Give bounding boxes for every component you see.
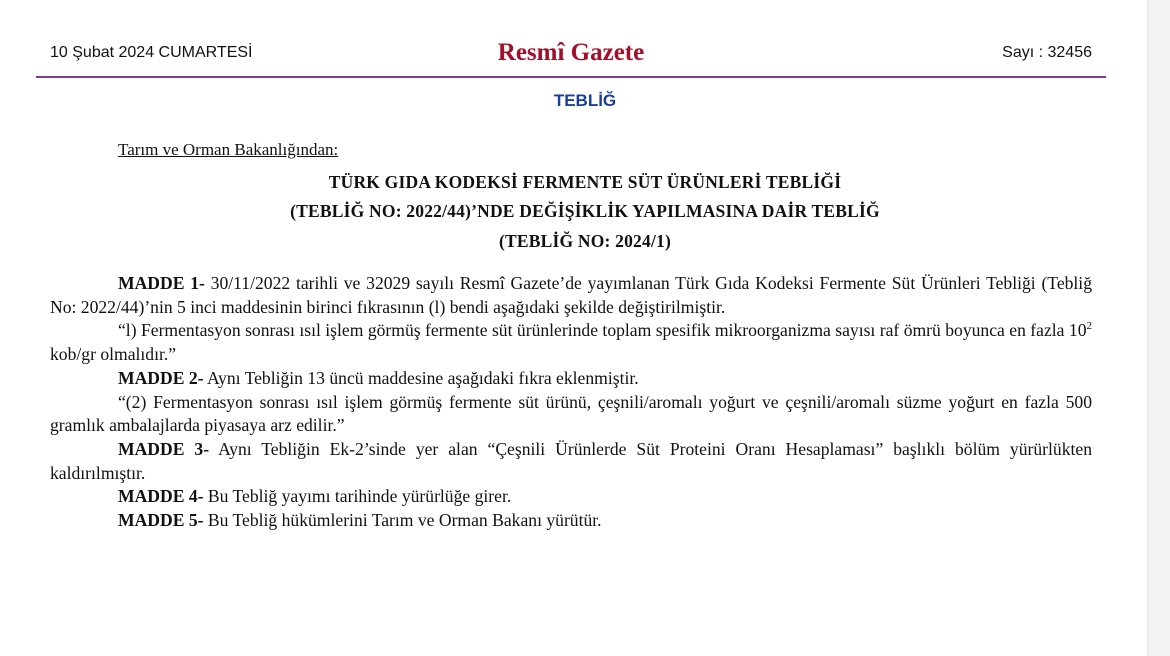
article-1-label: MADDE 1- (118, 273, 205, 293)
article-4 (50, 485, 1092, 509)
article-3-text: Aynı Tebliğin Ek-2’sinde yer alan “Çeşnili Ürünlerde Süt Proteini Oranı Hesaplaması” başlıklı bölüm yürürlükten kaldırılmıştır. (50, 438, 1092, 483)
article-5-text: Bu Tebliğ hükümlerini Tarım ve Orman Bakanı yürütür. (203, 510, 602, 531)
article-2 (50, 367, 1092, 391)
quote-1-text: “l) Fermentasyon sonrası ısıl işlem görmüş fermente süt ürünlerinde toplam spesifik mikroorganizma sayısı raf ömrü boyunca en fazla 10 (118, 320, 1087, 341)
quote-1 (50, 319, 1092, 366)
document-title-line-1: TÜRK GIDA KODEKSİ FERMENTE SÜT ÜRÜNLERİ TEBLİĞİ (328, 172, 842, 192)
article-5 (50, 509, 1092, 533)
document-title-line-3: (TEBLİĞ NO: 2024/1) (498, 231, 671, 251)
article-3-label: MADDE 3- (118, 438, 210, 459)
gazette-title: Resmî Gazete (497, 39, 645, 66)
section-title: TEBLİĞ (553, 91, 617, 110)
document-body (50, 272, 1092, 533)
article-1 (50, 272, 1092, 319)
article-4-label: MADDE 4- (118, 486, 204, 507)
ministry-name: Tarım ve Orman Bakanlığından: (118, 140, 339, 159)
quote-1-end: kob/gr olmalıdır.” (50, 344, 177, 365)
article-5-label: MADDE 5- (118, 510, 204, 531)
article-2-label: MADDE 2- (118, 367, 204, 388)
quote-2-text: “(2) Fermentasyon sonrası ısıl işlem görmüş fermente süt ürünü, çeşnili/aromalı yoğurt ve çeşnili/aromalı süzme yoğurt en fazla 500 gramlık ambalajlarda piyasaya arz edilir.” (50, 391, 1092, 436)
quote-2 (50, 391, 1092, 438)
publication-date: 10 Şubat 2024 CUMARTESİ (50, 44, 253, 61)
issue-number: Sayı : 32456 (1002, 44, 1092, 61)
article-2-text: Aynı Tebliğin 13 üncü maddesine aşağıdaki fıkra eklenmiştir. (203, 367, 639, 388)
article-4-text: Bu Tebliğ yayımı tarihinde yürürlüğe girer. (203, 486, 512, 507)
article-3 (50, 438, 1092, 485)
article-1-text: 30/11/2022 tarihli ve 32029 sayılı Resmî Gazete’de yayımlanan Türk Gıda Kodeksi Fermente Süt Ürünleri Tebliği (Tebliğ No: 2022/44)’nin 5 inci maddesinin birinci fıkrasının (l) bendi aşağıdaki şekilde değiştirilmiştir. (50, 273, 1092, 317)
document-title-line-2: (TEBLİĞ NO: 2022/44)’NDE DEĞİŞİKLİK YAPILMASINA DAİR TEBLİĞ (290, 201, 880, 221)
gazette-header (36, 36, 1106, 78)
quote-1-exponent: 2 (1086, 320, 1092, 333)
